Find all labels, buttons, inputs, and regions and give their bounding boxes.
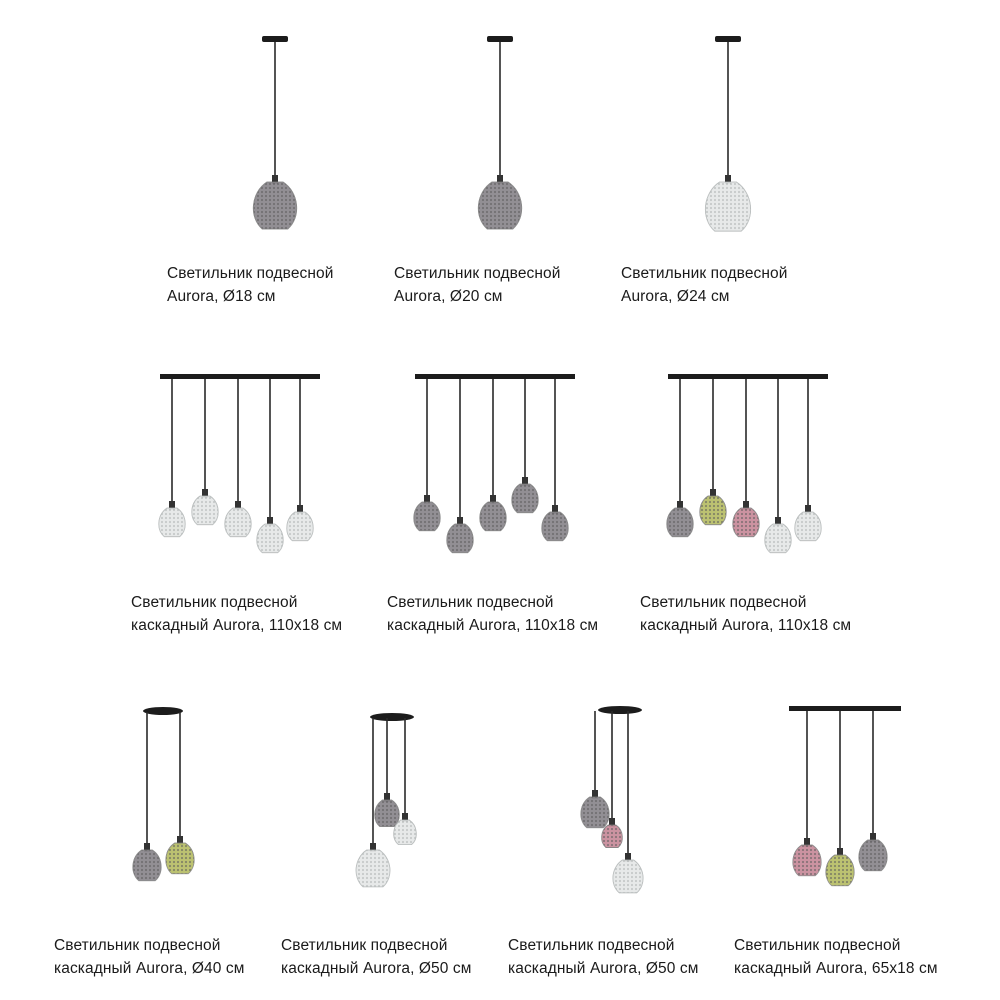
caption-line2: Aurora, Ø18 см (167, 288, 276, 305)
pendant-lamp-image (693, 30, 763, 240)
glass-shade (480, 495, 506, 531)
caption-line2: каскадный Aurora, 65x18 см (734, 960, 938, 977)
product-caption (167, 262, 334, 308)
glass-shade (705, 175, 750, 231)
ceiling-bar (789, 706, 901, 711)
ceiling-canopy (370, 713, 414, 721)
caption-line1: Светильник подвесной (131, 594, 298, 611)
glass-shade (414, 495, 440, 531)
glass-shade (253, 175, 296, 229)
glass-shade (225, 501, 251, 537)
product-caption (621, 262, 788, 308)
caption-line1: Светильник подвесной (734, 937, 901, 954)
pendant-lamp-image (465, 30, 535, 240)
glass-shade (133, 843, 161, 881)
ceiling-canopy (143, 707, 183, 715)
product-pendant-18[interactable] (240, 30, 310, 240)
glass-shade (192, 489, 218, 525)
product-caption (131, 591, 342, 637)
product-caption (387, 591, 598, 637)
glass-shade (166, 836, 194, 874)
glass-shade (447, 517, 473, 553)
glass-shade (512, 477, 538, 513)
caption-line1: Светильник подвесной (281, 937, 448, 954)
glass-shade (859, 833, 887, 871)
product-caption (54, 934, 245, 980)
product-pendant-24[interactable] (693, 30, 763, 240)
caption-line2: Aurora, Ø20 см (394, 288, 503, 305)
caption-line2: каскадный Aurora, Ø50 см (508, 960, 699, 977)
ceiling-bar (668, 374, 828, 379)
glass-shade (159, 501, 185, 537)
cascade-lamp-image (415, 372, 575, 572)
caption-line1: Светильник подвесной (387, 594, 554, 611)
product-caption (640, 591, 851, 637)
product-cascade-round-50b[interactable] (570, 695, 660, 905)
glass-shade (257, 517, 283, 553)
caption-line2: каскадный Aurora, Ø40 см (54, 960, 245, 977)
caption-line1: Светильник подвесной (508, 937, 675, 954)
caption-line1: Светильник подвесной (640, 594, 807, 611)
product-caption (281, 934, 472, 980)
product-caption (734, 934, 938, 980)
glass-shade (478, 175, 521, 229)
glass-shade (733, 501, 759, 537)
pendant-lamp-image (240, 30, 310, 240)
caption-line1: Светильник подвесной (394, 265, 561, 282)
product-pendant-20[interactable] (465, 30, 535, 240)
caption-line2: каскадный Aurora, Ø50 см (281, 960, 472, 977)
glass-shade (542, 505, 568, 541)
caption-line1: Светильник подвесной (621, 265, 788, 282)
cascade-lamp-image (668, 372, 828, 572)
cascade-lamp-image (345, 700, 435, 905)
product-cascade-bar-smoke[interactable] (415, 372, 575, 572)
product-caption (394, 262, 561, 308)
product-cascade-round-40[interactable] (120, 700, 220, 905)
glass-shade (700, 489, 726, 525)
product-cascade-round-50a[interactable] (345, 700, 435, 905)
glass-shade (795, 505, 821, 541)
cascade-lamp-image (120, 700, 220, 905)
product-caption (508, 934, 699, 980)
ceiling-cup (487, 36, 513, 42)
glass-shade (356, 843, 390, 887)
cascade-lamp-image (785, 700, 905, 900)
caption-line1: Светильник подвесной (54, 937, 221, 954)
ceiling-cup (262, 36, 288, 42)
glass-shade (375, 793, 400, 827)
glass-shade (793, 838, 821, 876)
glass-shade (826, 848, 854, 886)
product-cascade-bar-mixed[interactable] (668, 372, 828, 572)
caption-line2: Aurora, Ø24 см (621, 288, 730, 305)
cascade-lamp-image (570, 695, 660, 905)
caption-line2: каскадный Aurora, 110x18 см (131, 617, 343, 634)
caption-line2: каскадный Aurora, 110x18 см (387, 617, 599, 634)
product-cascade-bar-clear[interactable] (160, 372, 320, 572)
glass-shade (581, 790, 609, 828)
ceiling-bar (160, 374, 320, 379)
ceiling-bar (415, 374, 575, 379)
glass-shade (667, 501, 693, 537)
caption-line1: Светильник подвесной (167, 265, 334, 282)
glass-shade (287, 505, 313, 541)
glass-shade (613, 853, 643, 893)
ceiling-cup (715, 36, 741, 42)
ceiling-canopy (598, 706, 642, 714)
cascade-lamp-image (160, 372, 320, 572)
glass-shade (765, 517, 791, 553)
product-cascade-bar-65[interactable] (785, 700, 905, 900)
caption-line2: каскадный Aurora, 110x18 см (640, 617, 852, 634)
